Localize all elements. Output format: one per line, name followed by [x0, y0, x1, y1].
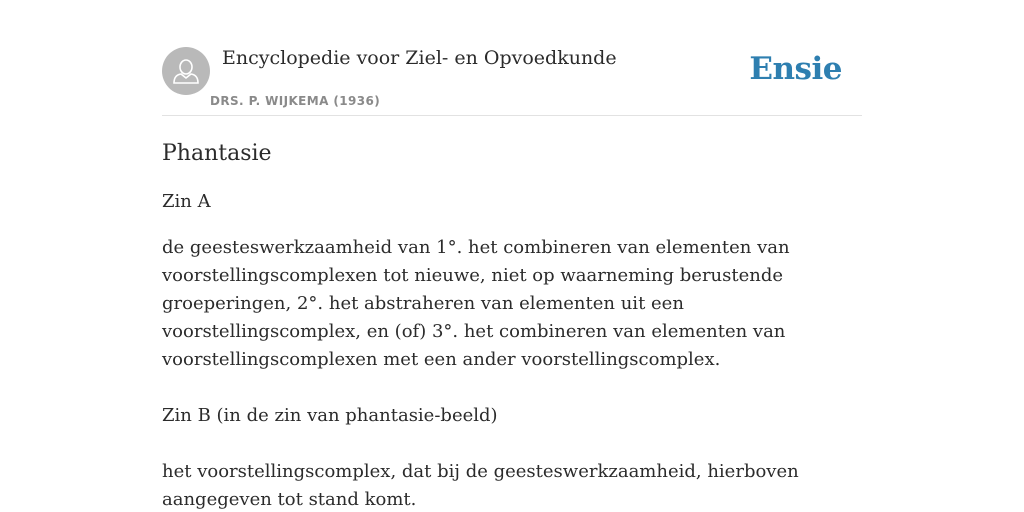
sense-a-definition: de geesteswerkzaamheid van 1°. het combineren van elementen van voorstellingscomplexen tot nieuwe, niet op waarneming berustende groeperingen, 2°. het abstraheren van elementen uit een voorstellingscomplex, en (of) 3°. het combineren van elementen van voorstellingscomplexen met een ander voorstellingscomplex.	[162, 237, 790, 370]
sense-a-label: Zin A	[162, 191, 211, 212]
sense-b-definition: het voorstellingscomplex, dat bij de geesteswerkzaamheid, hierboven aangegeven tot stand komt.	[162, 461, 799, 510]
user-silhouette-icon	[162, 47, 210, 95]
source-title[interactable]: Encyclopedie voor Ziel- en Opvoedkunde	[222, 47, 617, 69]
sense-b-label: Zin B (in de zin van phantasie-beeld)	[162, 405, 498, 426]
author-byline[interactable]: DRS. P. WIJKEMA (1936)	[210, 94, 381, 108]
entry-content	[162, 138, 862, 512]
ensie-logo[interactable]: Ensie	[749, 51, 842, 87]
header-divider	[162, 115, 862, 116]
entry-title: Phantasie	[162, 141, 272, 166]
author-avatar[interactable]	[162, 47, 210, 95]
source-header	[162, 46, 862, 116]
